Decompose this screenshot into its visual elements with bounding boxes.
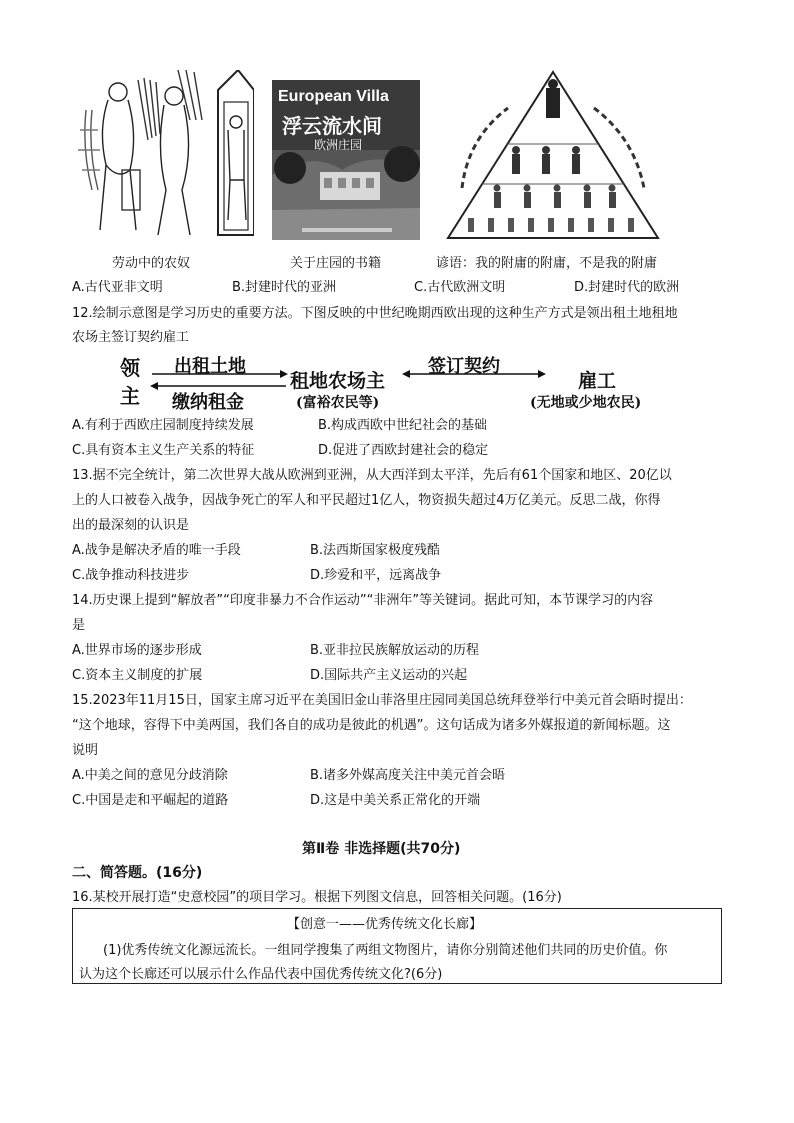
- part2-title: 第Ⅱ卷 非选择题(共70分): [302, 841, 461, 857]
- caption-proverb: 谚语：我的附庸的附庸，不是我的附庸: [436, 256, 658, 271]
- q15-option-b: B.诸多外媒高度关注中美元首会晤: [310, 768, 506, 783]
- q14-option-c: C.资本主义制度的扩展: [72, 668, 203, 683]
- q14-option-b: B.亚非拉民族解放运动的历程: [310, 643, 480, 658]
- q13-line2: 上的人口被卷入战争，因战争死亡的军人和平民超过1亿人，物资损失超过4万亿美元。反思二战，你得: [72, 493, 661, 508]
- diagram-worker: 雇工: [578, 370, 617, 392]
- q16-stem: 16.某校开展打造“史意校园”的项目学习。根据下列图文信息，回答相关问题。(16分): [72, 890, 562, 905]
- q16-box-title: 【创意一——优秀传统文化长廊】: [287, 917, 483, 932]
- q11-option-a: A.古代亚非文明: [72, 280, 163, 295]
- q12-stem-line2: 农场主签订契约雇工: [72, 330, 190, 345]
- book-cover: [272, 80, 420, 240]
- serfs-illustration: [78, 70, 254, 240]
- diagram-tenant-note: (富裕农民等): [296, 395, 380, 411]
- q14-option-d: D.国际共产主义运动的兴起: [310, 668, 468, 683]
- feudal-pyramid-drawing: [444, 68, 662, 243]
- q16-box-line2: 认为这个长廊还可以展示什么作品代表中国优秀传统文化?(6分): [79, 967, 443, 982]
- serfs-drawing: [78, 70, 254, 240]
- diagram-contract: 签订契约: [428, 356, 500, 377]
- q15-option-d: D.这是中美关系正常化的开端: [310, 793, 481, 808]
- q16-box: [72, 908, 722, 984]
- q12-option-c: C.具有资本主义生产关系的特征: [72, 443, 255, 458]
- q11-option-b: B.封建时代的亚洲: [232, 280, 337, 295]
- q12-diagram: [110, 352, 690, 412]
- caption-serfs: 劳动中的农奴: [112, 256, 191, 271]
- q14-option-a: A.世界市场的逐步形成: [72, 643, 202, 658]
- q13-line1: 13.据不完全统计，第二次世界大战从欧洲到亚洲，从大西洋到太平洋，先后有61个国家和地区、20亿以: [72, 468, 672, 483]
- diagram-lord-2: 主: [120, 384, 140, 408]
- diagram-rent-out: 出租土地: [174, 356, 246, 377]
- diagram-tenant: 租地农场主: [290, 370, 386, 392]
- q15-line1: 15.2023年11月15日，国家主席习近平在美国旧金山菲洛里庄园同美国总统拜登举行中美元首会晤时提出：: [72, 693, 692, 708]
- q14-line2: 是: [72, 618, 86, 633]
- q15-option-a: A.中美之间的意见分歧消除: [72, 768, 228, 783]
- q13-option-a: A.战争是解决矛盾的唯一手段: [72, 543, 241, 558]
- q12-option-d: D.促进了西欧封建社会的稳定: [318, 443, 489, 458]
- q13-option-b: B.法西斯国家极度残酷: [310, 543, 441, 558]
- q11-option-c: C.古代欧洲文明: [414, 280, 506, 295]
- diagram-worker-note: (无地或少地农民): [530, 395, 642, 411]
- q13-option-c: C.战争推动科技进步: [72, 568, 190, 583]
- q11-option-d: D.封建时代的欧洲: [574, 280, 680, 295]
- q15-line3: 说明: [72, 743, 99, 758]
- q12-stem-line1: 12.绘制示意图是学习历史的重要方法。下图反映的中世纪晚期西欧出现的这种生产方式是领出租土地租地: [72, 306, 678, 321]
- q14-line1: 14.历史课上提到“解放者”“印度非暴力不合作运动”“非洲年”等关键词。据此可知，本节课学习的内容: [72, 593, 654, 608]
- book-subtitle: 欧洲庄园: [314, 138, 363, 152]
- q16-box-line1: (1)优秀传统文化源远流长。一组同学搜集了两组文物图片，请你分别简述他们共同的历史价值。你: [103, 943, 668, 958]
- book-title-en: European Villa: [278, 88, 389, 105]
- diagram-lord-1: 领: [120, 356, 140, 380]
- section2-heading: 二、简答题。(16分): [72, 865, 203, 881]
- q13-option-d: D.珍爱和平，远离战争: [310, 568, 442, 583]
- q12-option-a: A.有利于西欧庄园制度持续发展: [72, 418, 254, 433]
- feudal-pyramid-illustration: [444, 68, 662, 243]
- q15-option-c: C.中国是走和平崛起的道路: [72, 793, 229, 808]
- q12-option-b: B.构成西欧中世纪社会的基础: [318, 418, 488, 433]
- q15-line2: “这个地球，容得下中美两国，我们各自的成功是彼此的机遇”。这句话成为诸多外媒报道的新闻标题。这: [72, 718, 671, 733]
- book-title-cn: 浮云流水间: [282, 114, 382, 138]
- q13-line3: 出的最深刻的认识是: [72, 518, 190, 533]
- diagram-pay-rent: 缴纳租金: [172, 392, 244, 413]
- caption-book: 关于庄园的书籍: [290, 256, 382, 271]
